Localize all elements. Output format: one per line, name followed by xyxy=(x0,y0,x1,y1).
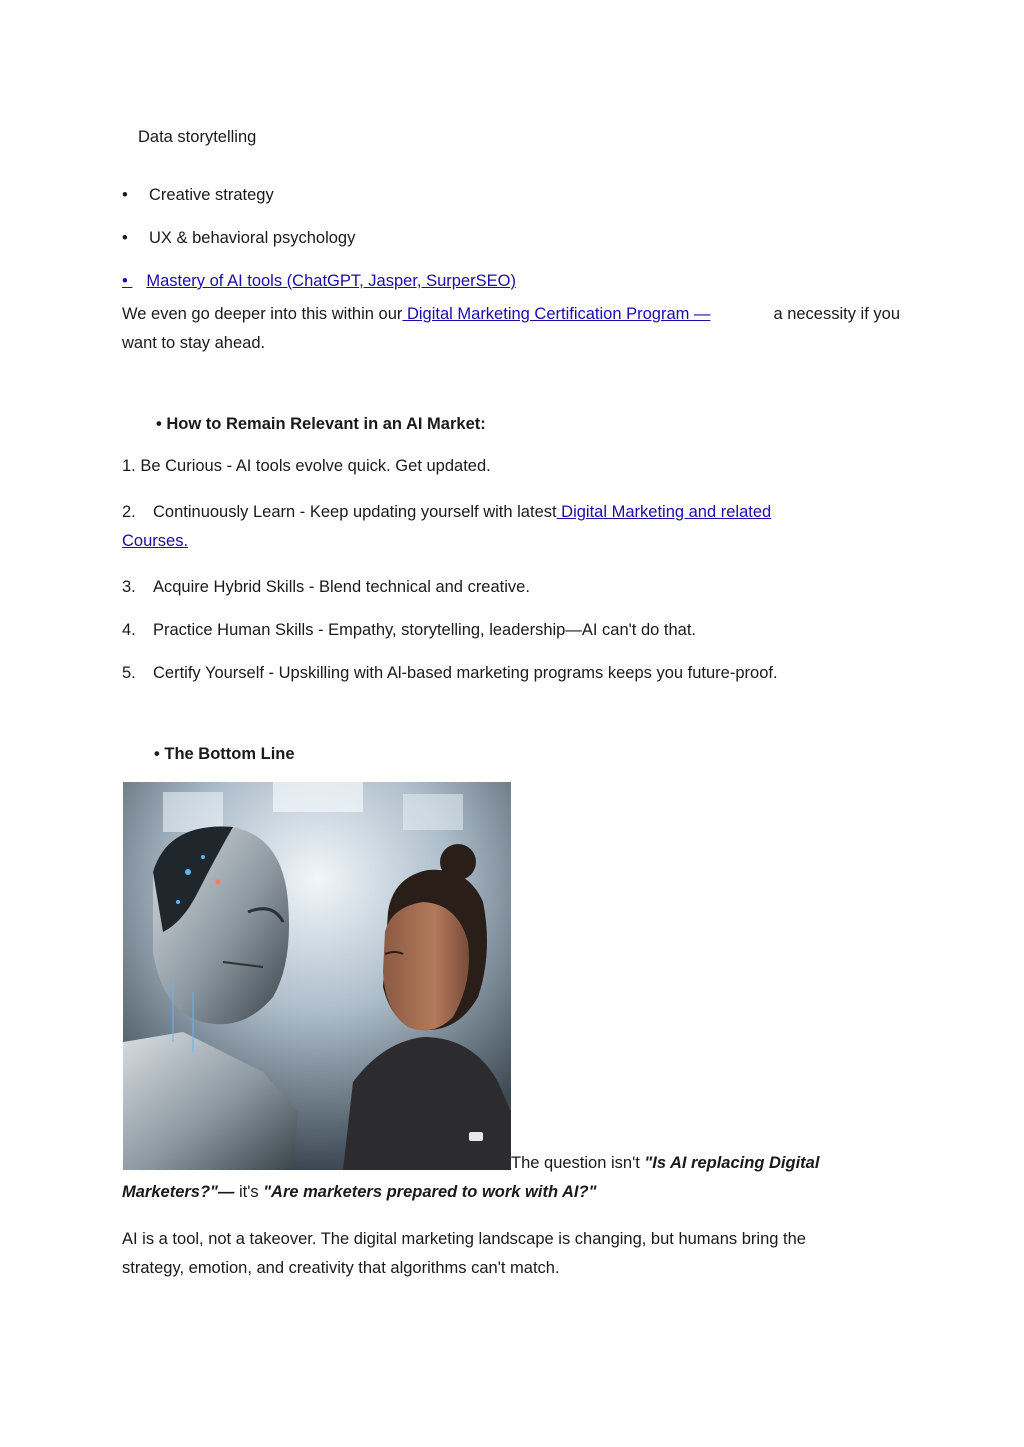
closing-line2: strategy, emotion, and creativity that algorithms can't match. xyxy=(122,1259,560,1277)
skill-item-ux xyxy=(122,229,356,248)
question-line2 xyxy=(122,1183,596,1202)
question-italic-1-cont: Marketers?"— xyxy=(122,1183,235,1201)
step-text: Certify Yourself - Upskilling with Al-based marketing programs keeps you future-proof. xyxy=(153,664,778,682)
skill-label: Data storytelling xyxy=(138,128,257,146)
step-number: 3. xyxy=(122,578,136,596)
bullet-icon: • xyxy=(154,745,160,763)
question-line1 xyxy=(511,1154,819,1173)
step-number: 4. xyxy=(122,621,136,639)
question-mid: it's xyxy=(234,1183,264,1201)
step-3 xyxy=(122,578,530,597)
question-italic-2: "Are marketers prepared to work with AI?" xyxy=(263,1183,597,1201)
step-text: Continuously Learn - Keep updating yourself with latest xyxy=(153,503,557,521)
skill-label: Creative strategy xyxy=(149,186,274,204)
step-number: 2. xyxy=(122,503,136,521)
step-number: 1. xyxy=(122,457,136,475)
skill-label: Mastery of AI tools (ChatGPT, Jasper, SurperSEO) xyxy=(146,272,516,290)
program-paragraph-line1 xyxy=(122,305,900,324)
section-heading-relevant xyxy=(156,415,486,434)
question-prefix: The question isn't xyxy=(511,1154,645,1172)
step-text: Practice Human Skills - Empathy, storytelling, leadership—AI can't do that. xyxy=(153,621,696,639)
step-2 xyxy=(122,503,772,522)
heading-text: How to Remain Relevant in an AI Market: xyxy=(166,415,486,433)
program-text-before: We even go deeper into this within our xyxy=(122,305,403,323)
ai-robot-woman-image xyxy=(123,782,511,1170)
step-text: Be Curious - AI tools evolve quick. Get updated. xyxy=(140,457,491,475)
courses-link-part1[interactable]: Digital Marketing and related xyxy=(556,503,772,521)
step-4 xyxy=(122,621,696,640)
step-number: 5. xyxy=(122,664,136,682)
step-1 xyxy=(122,457,491,476)
step-5 xyxy=(122,664,778,683)
closing-line1: AI is a tool, not a takeover. The digital marketing landscape is changing, but humans bring the xyxy=(122,1230,806,1248)
skill-label: UX & behavioral psychology xyxy=(149,229,356,247)
bullet-icon: • xyxy=(122,272,128,290)
program-text-after: a necessity if you xyxy=(773,305,900,323)
program-paragraph-line2: want to stay ahead. xyxy=(122,334,266,352)
bullet-icon: • xyxy=(122,229,128,247)
heading-text: The Bottom Line xyxy=(164,745,295,763)
section-heading-bottom-line xyxy=(154,745,295,764)
bullet-icon: • xyxy=(122,186,128,204)
skill-item-data-storytelling xyxy=(138,128,256,147)
courses-link-part2[interactable]: Courses. xyxy=(122,532,189,550)
step-text: Acquire Hybrid Skills - Blend technical and creative. xyxy=(153,578,530,596)
skill-item-ai-tools-link[interactable] xyxy=(122,272,516,291)
bullet-icon: • xyxy=(156,415,162,433)
question-italic-1: "Is AI replacing Digital xyxy=(644,1154,820,1172)
certification-program-link[interactable]: Digital Marketing Certification Program — xyxy=(402,305,711,323)
skill-item-creative-strategy xyxy=(122,186,274,205)
